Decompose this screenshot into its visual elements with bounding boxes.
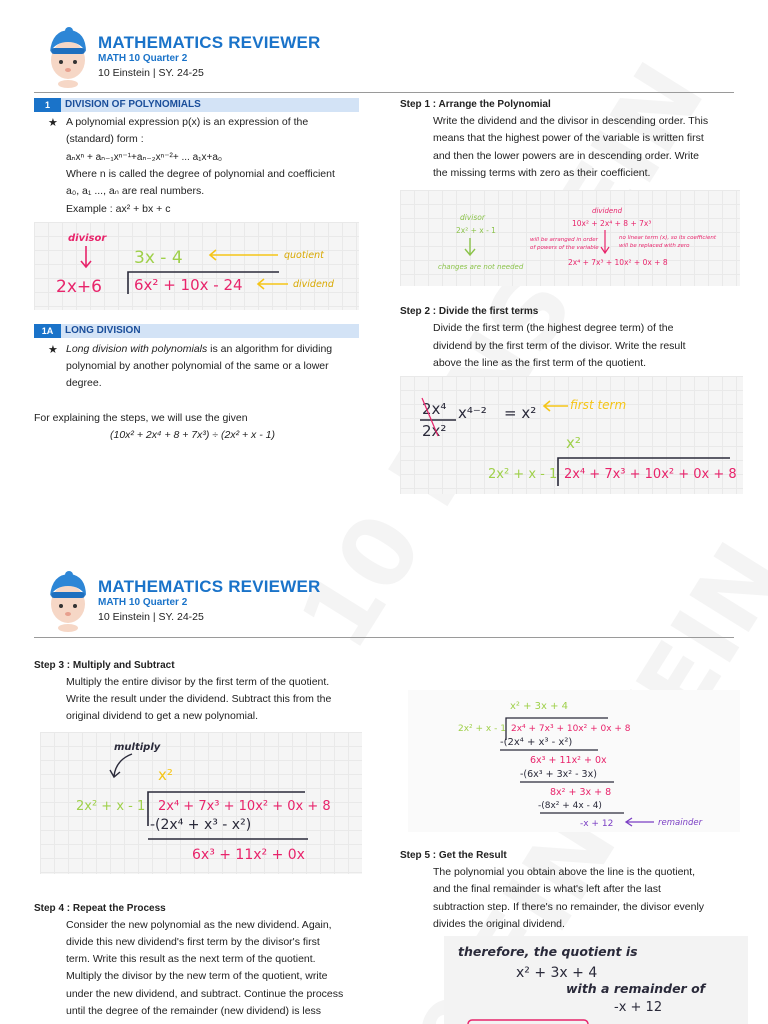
- dividend-value: 2x⁴ + 7x³ + 10x² + 0x + 8: [158, 799, 331, 814]
- arrow-left-icon: [210, 250, 278, 260]
- handwritten-panel: [400, 376, 743, 494]
- dividend-original: 10x² + 2x⁴ + 8 + 7x³: [572, 219, 652, 228]
- step-text: Write the result under the dividend. Subtract this from the: [66, 693, 332, 705]
- result-text: with a remainder of: [566, 981, 706, 996]
- subtract-value: -(2x⁴ + x³ - x²): [150, 817, 252, 833]
- order-note: of powers of the variable: [530, 245, 599, 251]
- handwritten-panel: [400, 190, 740, 286]
- missing-term-note: no linear term (x), so its coefficient: [619, 235, 716, 241]
- result-text: therefore, the quotient is: [458, 944, 638, 959]
- mascot-icon: [44, 570, 92, 632]
- step-heading: Step 3 : Multiply and Subtract: [34, 660, 175, 671]
- dividend-value: 6x² + 10x - 24: [134, 276, 243, 294]
- result-panel: [444, 936, 748, 1024]
- fraction-bottom: 2x²: [422, 422, 447, 440]
- highlight-box: [468, 1020, 588, 1024]
- where-line: a₀, a₁ ..., aₙ are real numbers.: [66, 185, 205, 197]
- class-line: 10 Einstein | SY. 24-25: [98, 67, 204, 79]
- step-heading: Step 4 : Repeat the Process: [34, 903, 166, 914]
- given-expression: (10x² + 2x⁴ + 8 + 7x³) ÷ (2x² + x - 1): [110, 429, 275, 441]
- class-line: 10 Einstein | SY. 24-25: [98, 611, 204, 623]
- order-note: will be arranged in order: [530, 237, 598, 243]
- example: Example : ax² + bx + c: [66, 203, 171, 215]
- divider: [34, 637, 734, 638]
- step-text: until the degree of the remainder (new dividend) is less: [66, 1005, 322, 1017]
- step-text: Consider the new polynomial as the new dividend. Again,: [66, 919, 332, 931]
- long-division-definition: Long division with polynomials is an algorithm for dividing: [66, 343, 333, 355]
- dividend-value: 2x⁴ + 7x³ + 10x² + 0x + 8: [564, 467, 737, 482]
- divisor-value: 2x² + x - 1: [456, 226, 496, 235]
- missing-term-note: will be replaced with zero: [619, 243, 690, 249]
- step-text: term. Write this result as the next term of the quotient.: [66, 953, 316, 965]
- page-header: [44, 570, 724, 650]
- page-subtitle: MATH 10 Quarter 2: [98, 597, 188, 608]
- dividend-label: dividend: [592, 207, 623, 215]
- step-text: Multiply the divisor by the new term of the quotient, write: [66, 970, 328, 982]
- step-heading: Step 1 : Arrange the Polynomial: [400, 99, 551, 110]
- section-bar: [34, 324, 359, 338]
- quotient-term: x²: [158, 766, 173, 784]
- long-division-definition: polynomial by another polynomial of the same or a lower: [66, 360, 329, 372]
- step-text: original dividend to get a new polynomial.: [66, 710, 259, 722]
- step-text: dividend by the first term of the divisor. Write the result: [433, 340, 686, 352]
- result-quotient: x² + 3x + 4: [516, 965, 598, 981]
- page-title: MATHEMATICS REVIEWER: [98, 33, 321, 52]
- remainder-value: -x + 12: [580, 819, 614, 829]
- step-text: Write the dividend and the divisor in descending order. This: [433, 115, 709, 127]
- star-bullet-icon: ★: [48, 117, 58, 129]
- quotient-value: x² + 3x + 4: [510, 701, 569, 712]
- quotient-label: quotient: [284, 250, 324, 261]
- star-bullet-icon: ★: [48, 344, 58, 356]
- step-heading: Step 2 : Divide the first terms: [400, 306, 539, 317]
- division-result: = x²: [504, 404, 537, 422]
- dividend-label: dividend: [293, 279, 334, 290]
- page-header: [44, 26, 724, 106]
- where-line: Where n is called the degree of polynomial and coefficient: [66, 168, 335, 180]
- definition-line: (standard) form :: [66, 133, 144, 145]
- subtract-value: -(2x⁴ + x³ - x²): [500, 737, 573, 748]
- explain-line: For explaining the steps, we will use the given: [34, 412, 248, 424]
- page-title: MATHEMATICS REVIEWER: [98, 577, 321, 596]
- divisor-label: divisor: [460, 213, 485, 222]
- new-polynomial: 6x³ + 11x² + 0x: [192, 847, 305, 863]
- step-text: Multiply the entire divisor by the first term of the quotient.: [66, 676, 330, 688]
- curved-arrow-icon: [110, 754, 132, 777]
- handwritten-panel: [408, 690, 740, 832]
- step-text: divide this new dividend's first term by the divisor's first: [66, 936, 320, 948]
- definition-line: A polynomial expression p(x) is an expression of the: [66, 116, 309, 128]
- step-text: The polynomial you obtain above the line is the quotient,: [433, 866, 696, 878]
- dividend-value: 2x⁴ + 7x³ + 10x² + 0x + 8: [511, 724, 631, 734]
- arrow-left-icon: [626, 818, 654, 826]
- changes-note: changes are not needed: [438, 263, 524, 271]
- divisor-value: 2x² + x - 1: [488, 467, 558, 482]
- long-division-definition: degree.: [66, 377, 102, 389]
- dividend-arranged: 2x⁴ + 7x³ + 10x² + 0x + 8: [568, 258, 668, 267]
- quotient-value: 3x - 4: [134, 248, 183, 268]
- quotient-term: x²: [566, 434, 581, 452]
- first-term-label: first term: [570, 398, 627, 412]
- arrow-left-icon: [544, 401, 568, 411]
- arrow-left-icon: [258, 279, 288, 289]
- fraction-top: 2x⁴: [422, 400, 447, 418]
- step-heading: Step 5 : Get the Result: [400, 850, 507, 861]
- step-text: and the final remainder is what's left after the last: [433, 883, 661, 895]
- divisor-value: 2x² + x - 1: [76, 799, 146, 814]
- section-title: LONG DIVISION: [65, 325, 141, 336]
- step-text: above the line as the first term of the quotient.: [433, 357, 647, 369]
- step-text: the missing terms with zero as their coefficient.: [433, 167, 651, 179]
- step-text: Divide the first term (the highest degree term) of the: [433, 322, 674, 334]
- arrow-down-icon: [465, 238, 475, 255]
- arrow-down-icon: [81, 246, 91, 267]
- step-text: subtraction step. If there's no remainder, the divisor evenly: [433, 901, 705, 913]
- handwritten-panel: [34, 222, 359, 310]
- section-number: 1A: [34, 324, 61, 338]
- remainder-label: remainder: [658, 818, 703, 828]
- result-remainder: -x + 12: [614, 1000, 663, 1015]
- section-number: 1: [34, 98, 61, 112]
- arrow-down-icon: [601, 230, 609, 253]
- partial-result: 8x² + 3x + 8: [550, 787, 612, 798]
- partial-result: 6x³ + 11x² + 0x: [530, 755, 607, 766]
- section-title: DIVISION OF POLYNOMIALS: [65, 99, 201, 110]
- formula: aₙxⁿ + aₙ₋₁xⁿ⁻¹+aₙ₋₂xⁿ⁻²+ ... a₁x+a₀: [66, 152, 223, 163]
- step-text: divides the original dividend.: [433, 918, 565, 930]
- handwritten-panel: [40, 732, 362, 874]
- subtract-value: -(6x³ + 3x² - 3x): [520, 769, 597, 780]
- step-text: under the new dividend, and subtract. Continue the process: [66, 988, 344, 1000]
- step-text: and then the lower powers are in descending order. Write: [433, 150, 699, 162]
- section-bar: [34, 98, 359, 112]
- page-subtitle: MATH 10 Quarter 2: [98, 53, 188, 64]
- divisor-value: 2x² + x - 1: [458, 724, 506, 734]
- divisor-value: 2x+6: [56, 277, 102, 297]
- subtract-value: -(8x² + 4x - 4): [538, 801, 602, 811]
- divisor-label: divisor: [68, 233, 107, 244]
- multiply-label: multiply: [114, 742, 161, 753]
- power-rule: x⁴⁻²: [458, 404, 487, 422]
- step-text: means that the highest power of the variable is written first: [433, 132, 704, 144]
- mascot-icon: [44, 26, 92, 88]
- divider: [34, 92, 734, 93]
